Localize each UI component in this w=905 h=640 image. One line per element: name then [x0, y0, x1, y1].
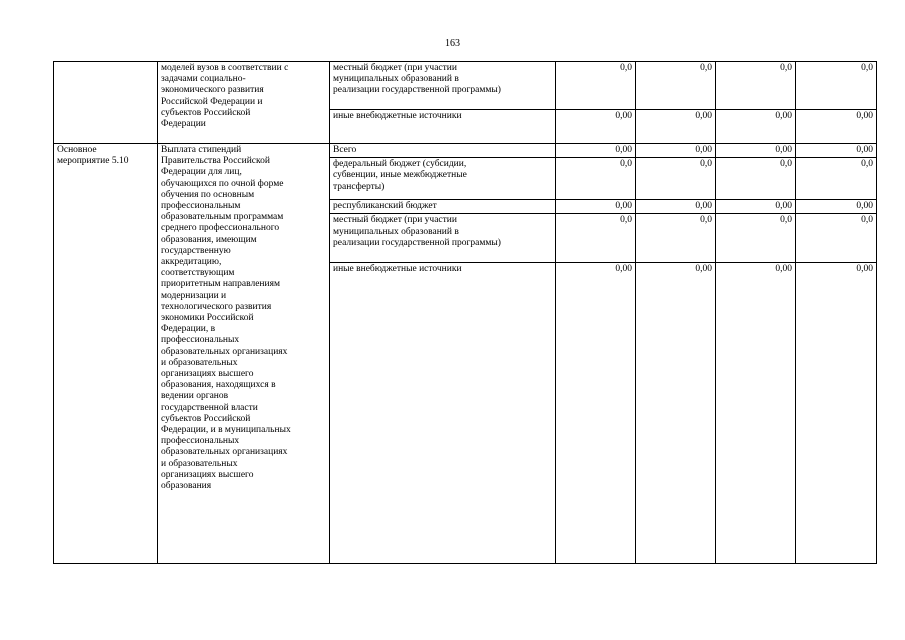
value-cell: 0,00 [716, 144, 796, 158]
value-cell: 0,00 [796, 263, 877, 564]
funding-source: республиканский бюджет [333, 201, 437, 212]
measure-description-cell [158, 62, 330, 144]
value-cell: 0,0 [796, 62, 877, 110]
funding-source: Всего [333, 145, 357, 155]
value-cell: 0,00 [716, 110, 796, 144]
value-cell: 0,0 [636, 214, 716, 263]
value-cell: 0,00 [796, 200, 877, 214]
value-cell: 0,0 [716, 62, 796, 110]
page-number: 163 [445, 38, 460, 49]
value-cell: 0,0 [556, 214, 636, 263]
value-cell: 0,00 [796, 144, 877, 158]
table-row [54, 144, 877, 158]
measure-name: Основное мероприятие 5.10 [57, 145, 129, 167]
funding-source: иные внебюджетные источники [333, 111, 462, 121]
funding-source-cell [330, 144, 556, 158]
value-cell: 0,00 [716, 263, 796, 564]
value-cell: 0,0 [556, 158, 636, 200]
value-cell: 0,0 [556, 62, 636, 110]
funding-source-cell [330, 62, 556, 110]
funding-source: местный бюджет (при участии муниципальных образований в реализации государственной программы) [333, 63, 501, 96]
value-cell: 0,00 [556, 144, 636, 158]
funding-source: местный бюджет (при участии муниципальных образований в реализации государственной программы) [333, 215, 501, 248]
value-cell: 0,0 [716, 214, 796, 263]
value-cell: 0,0 [636, 62, 716, 110]
funding-source-cell [330, 263, 556, 564]
value-cell: 0,00 [556, 110, 636, 144]
funding-source-cell [330, 110, 556, 144]
empty-measure-cell [54, 62, 158, 144]
value-cell: 0,0 [716, 158, 796, 200]
table-row [54, 62, 877, 110]
value-cell: 0,00 [636, 200, 716, 214]
budget-table [53, 61, 877, 564]
funding-source-cell [330, 214, 556, 263]
value-cell: 0,00 [556, 200, 636, 214]
value-cell: 0,00 [636, 110, 716, 144]
value-cell: 0,00 [796, 110, 877, 144]
value-cell: 0,00 [716, 200, 796, 214]
value-cell: 0,0 [636, 158, 716, 200]
measure-description: Выплата стипендий Правительства Российской Федерации для лиц, обучающихся по очной форме обучения по основным профессиональным образовательным программам среднего профессионального образования, имеющим государственную аккредитацию, соответствующим приоритетным направлениям модернизации и технологического развития экономики Российской Федерации, в профессиональных образовательных организациях и образовательных организациях высшего образования, находящихся в ведении органов государственной власти субъектов Российской Федерации, и в муниципальных профессиональных образовательных организациях и образовательных организациях высшего образования [161, 145, 291, 492]
funding-source-cell [330, 158, 556, 200]
value-cell: 0,0 [796, 214, 877, 263]
value-cell: 0,00 [636, 263, 716, 564]
measure-description: моделей вузов в соответствии с задачами социально- экономического развития Российской Федерации и субъектов Российской Федерации [161, 63, 289, 130]
value-cell: 0,00 [556, 263, 636, 564]
funding-source: федеральный бюджет (субсидии, субвенции, иные межбюджетные трансферты) [333, 159, 467, 192]
funding-source-cell [330, 200, 556, 214]
measure-name-cell [54, 144, 158, 564]
value-cell: 0,00 [636, 144, 716, 158]
measure-description-cell [158, 144, 330, 564]
value-cell: 0,0 [796, 158, 877, 200]
funding-source: иные внебюджетные источники [333, 264, 462, 275]
